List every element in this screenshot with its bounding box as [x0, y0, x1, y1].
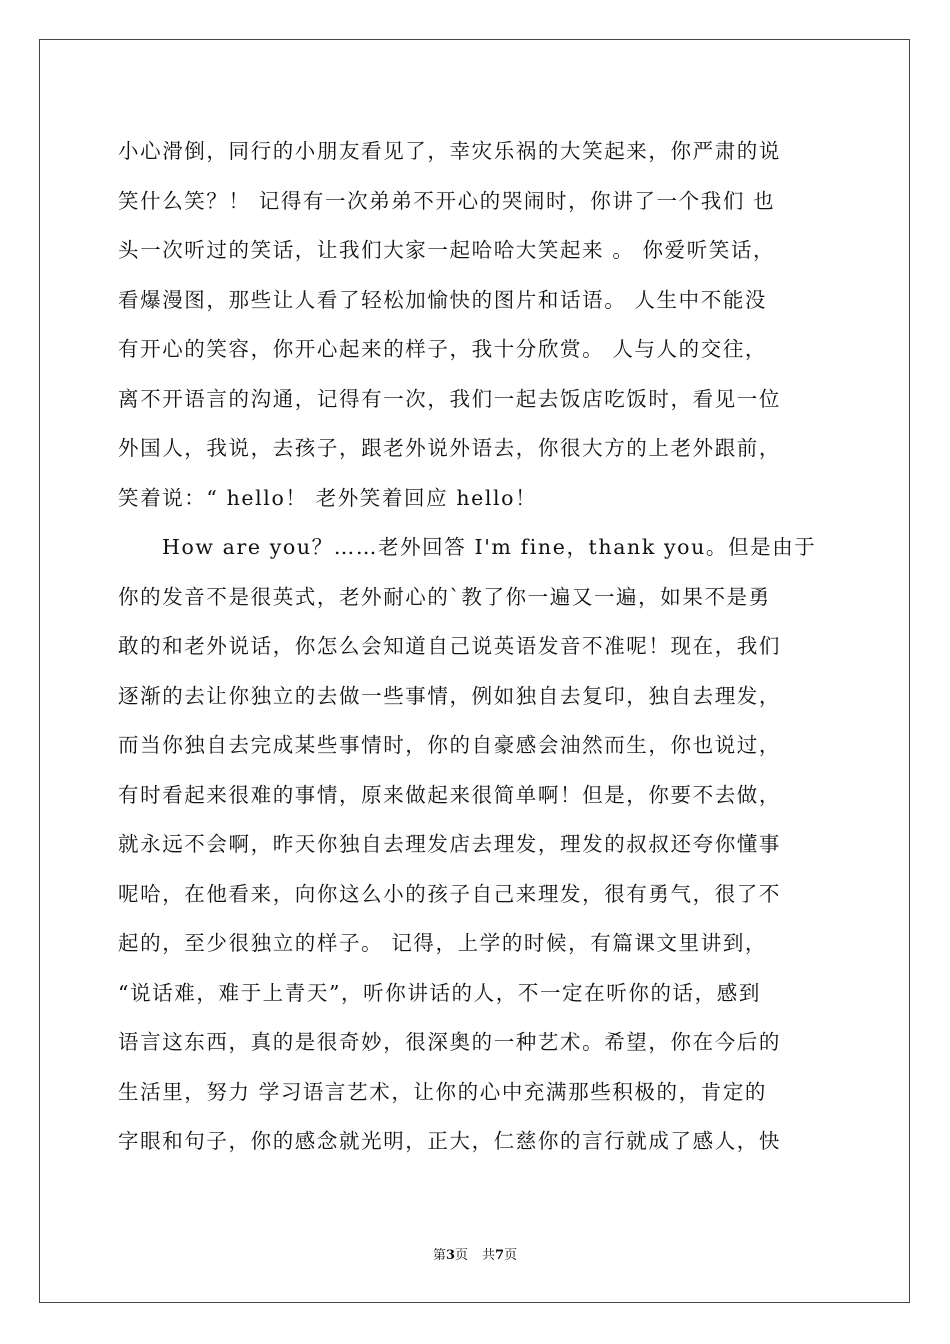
text-line: 语言这东西，真的是很奇妙，很深奥的一种艺术。希望，你在今后的	[118, 1030, 781, 1054]
text-line: 你的发音不是很英式，老外耐心的`教了你一遍又一遍，如果不是勇	[118, 584, 771, 609]
page-footer	[0, 1244, 950, 1263]
text-line: 看爆漫图，那些让人看了轻松加愉快的图片和话语。 人生中不能没	[118, 287, 768, 312]
text-line-paragraph-start: How are you？……老外回答 I'm fine，thank you。但是由于	[162, 535, 817, 559]
text-line: 就永远不会啊，昨天你独自去理发店去理发，理发的叔叔还夸你懂事	[118, 832, 781, 856]
text-line: 离不开语言的沟通，记得有一次，我们一起去饭店吃饭时，看见一位	[118, 386, 781, 411]
text-line: 敢的和老外说话，你怎么会知道自己说英语发音不准呢！现在，我们	[118, 634, 781, 658]
text-line: 笑什么笑？！ 记得有一次弟弟不开心的哭闹时，你讲了一个我们 也	[118, 188, 776, 213]
total-prefix: 共	[482, 1248, 496, 1263]
page-number: 3	[445, 1248, 455, 1263]
text-line: 生活里，努力 学习语言艺术，让你的心中充满那些积极的，肯定的	[118, 1079, 768, 1104]
document-body	[118, 127, 834, 1167]
text-line: 头一次听过的笑话，让我们大家一起哈哈大笑起来 。 你爱听笑话，	[118, 238, 776, 262]
text-line: 字眼和句子，你的感念就光明，正大，仁慈你的言行就成了感人，快	[118, 1129, 781, 1153]
text-line: 而当你独自去完成某些事情时，你的自豪感会油然而生，你也说过，	[118, 733, 781, 757]
text-line: 有时看起来很难的事情，原来做起来很简单啊！但是，你要不去做，	[118, 782, 781, 807]
text-line: 笑着说：“ hello！ 老外笑着回应 hello！	[118, 485, 538, 510]
text-line: “说话难，难于上青天”，听你讲话的人，不一定在听你的话，感到	[118, 980, 761, 1005]
text-line: 逐渐的去让你独立的去做一些事情，例如独自去复印，独自去理发，	[118, 683, 781, 708]
text-line: 小心滑倒，同行的小朋友看见了，幸灾乐祸的大笑起来，你严肃的说	[118, 139, 781, 163]
total-suffix: 页	[504, 1248, 518, 1263]
text-line: 呢哈，在他看来，向你这么小的孩子自己来理发，很有勇气，很了不	[118, 881, 781, 906]
page-suffix: 页	[454, 1248, 468, 1263]
text-line: 外国人，我说，去孩子，跟老外说外语去，你很大方的上老外跟前，	[118, 436, 781, 460]
text-line: 起的，至少很独立的样子。 记得，上学的时候，有篇课文里讲到，	[118, 931, 768, 955]
text-line: 有开心的笑容，你开心起来的样子，我十分欣赏。 人与人的交往，	[118, 337, 768, 361]
page-prefix: 第	[432, 1248, 446, 1263]
total-pages: 7	[495, 1248, 505, 1263]
